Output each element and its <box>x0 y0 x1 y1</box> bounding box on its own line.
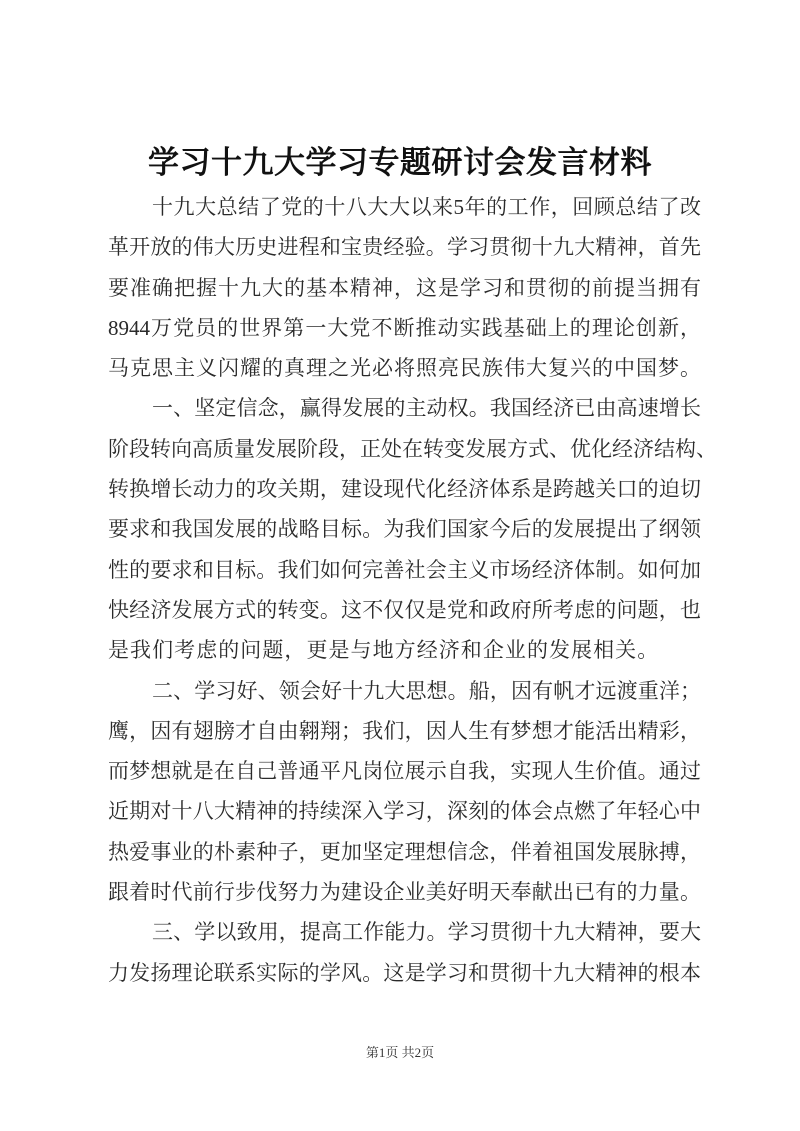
paragraph-line: 转换增长动力的攻关期，建设现代化经济体系是跨越关口的迫切 <box>108 477 701 502</box>
paragraph-line: 三、学以致用，提高工作能力。学习贯彻十九大精神，要大 <box>152 920 701 945</box>
paragraph <box>108 187 701 388</box>
paragraph-line: 近期对十八大精神的持续深入学习，深刻的体会点燃了年轻心中 <box>108 799 701 824</box>
paragraph <box>108 388 717 670</box>
paragraph-line: 马克思主义闪耀的真理之光必将照亮民族伟大复兴的中国梦。 <box>108 356 701 381</box>
page-number-footer: 第1页 共2页 <box>365 1045 435 1060</box>
document-body <box>108 187 717 993</box>
paragraph-line: 是我们考虑的问题，更是与地方经济和企业的发展相关。 <box>108 638 660 663</box>
paragraph-line: 而梦想就是在自己普通平凡岗位展示自我，实现人生价值。通过 <box>108 759 701 784</box>
paragraph <box>108 671 701 913</box>
paragraph-line: 革开放的伟大历史进程和宝贵经验。学习贯彻十九大精神，首先 <box>108 235 701 260</box>
paragraph-line: 阶段转向高质量发展阶段，正处在转变发展方式、优化经济结构、 <box>108 436 717 461</box>
paragraph-line: 十九大总结了党的十八大大以来5年的工作，回顾总结了改 <box>152 195 701 219</box>
paragraph-line: 力发扬理论联系实际的学风。这是学习和贯彻十九大精神的根本 <box>108 960 701 985</box>
paragraph-line: 热爱事业的朴素种子，更加坚定理想信念，伴着祖国发展脉搏， <box>108 839 701 864</box>
paragraph-line: 要准确把握十九大的基本精神，这是学习和贯彻的前提当拥有 <box>108 275 701 300</box>
paragraph-line: 要求和我国发展的战略目标。为我们国家今后的发展提出了纲领 <box>108 517 701 542</box>
paragraph-line: 一、坚定信念，赢得发展的主动权。我国经济已由高速增长 <box>152 396 701 421</box>
paragraph-line: 二、学习好、领会好十九大思想。船，因有帆才远渡重洋； <box>152 678 701 703</box>
paragraph-line: 性的要求和目标。我们如何完善社会主义市场经济体制。如何加 <box>108 557 701 582</box>
paragraph-line: 8944万党员的世界第一大党不断推动实践基础上的理论创新， <box>108 315 701 340</box>
paragraph <box>108 912 701 993</box>
document-title: 学习十九大学习专题研讨会发言材料 <box>148 145 652 181</box>
paragraph-line: 跟着时代前行步伐努力为建设企业美好明天奉献出已有的力量。 <box>108 880 701 905</box>
paragraph-line: 鹰，因有翅膀才自由翱翔；我们，因人生有梦想才能活出精彩， <box>108 718 701 743</box>
paragraph-line: 快经济发展方式的转变。这不仅仅是党和政府所考虑的问题，也 <box>108 597 701 622</box>
